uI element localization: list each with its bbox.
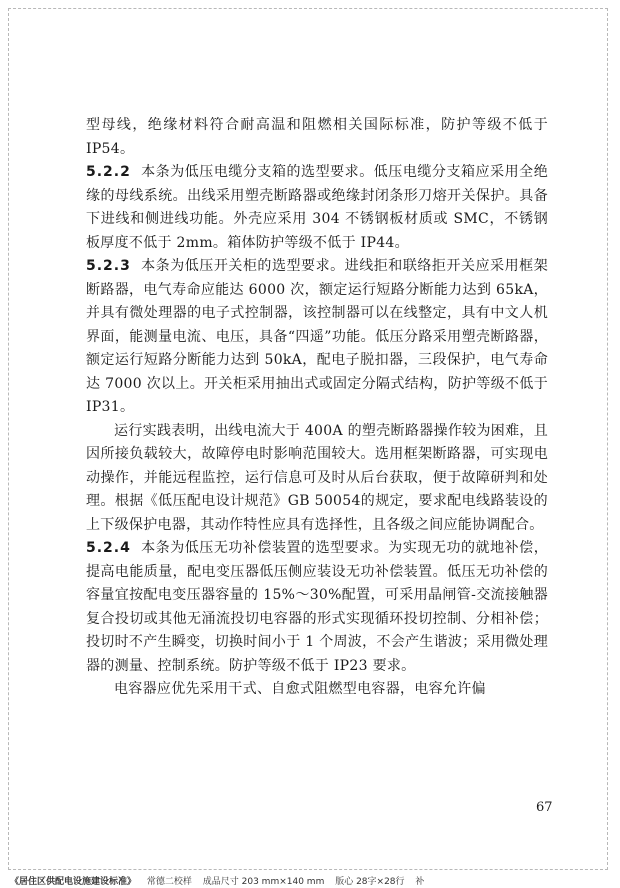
footer-size: 成品尺寸 203 mm×140 mm <box>202 877 325 887</box>
paragraph-text: 运行实践表明，出线电流大于 400A 的塑壳断路器操作较为困难，且因所接负载较大，故障停电时影响范围较大。选用框架断路器，可实现电动操作，并能远程监控，运行信息可及时从后台获取，便于故障研判和处理。根据《低压配电设计规范》GB 50054的规定，要求配电线路装设的上下级保护电器，其动作特性应具有选择性，且各级之间应能协调配合。 <box>86 422 548 533</box>
paragraph-text: 电容器应优先采用干式、自愈式阻燃型电容器，电容允许偏 <box>114 681 486 697</box>
paragraph-capacitor <box>86 678 548 702</box>
section-number: 5.2.4 <box>86 540 131 556</box>
paragraph-text: 本条为低压无功补偿装置的选型要求。为实现无功的就地补偿，提高电能质量，配电变压器低压侧应装设无功补偿装置。低压无功补偿的容量宜按配电变压器容量的 15%～30%配置，可采用晶闸管-交流接触器复合投切或其他无涌流投切电容器的形式实现循环投切控制、分相补偿；投切时不产生瞬变，切换时间小于 1 个周波，不会产生谐波；采用微处理器的测量、控制系统。防护等级不低于 IP23 要求。 <box>86 540 549 674</box>
paragraph-5-2-3 <box>86 255 548 420</box>
paragraph-text: 型母线，绝缘材料符合耐高温和阻燃相关国际标准，防护等级不低于 IP54。 <box>86 117 548 157</box>
footer-core: 版心 28字×28行 <box>335 877 405 887</box>
paragraph-text: 本条为低压电缆分支箱的选型要求。低压电缆分支箱应采用全绝缘的母线系统。出线采用塑壳断路器或绝缘封闭条形刀熔开关保护。具备下进线和侧进线功能。外壳应采用 304 不锈钢板材质或 SMC，不锈钢板厚度不低于 2mm。箱体防护等级不低于 IP44。 <box>86 164 548 251</box>
section-number: 5.2.3 <box>86 258 131 274</box>
paragraph-5-2-2 <box>86 161 548 255</box>
paragraph-operation-practice <box>86 420 548 538</box>
print-footer <box>10 874 432 887</box>
paragraph-5-2-4 <box>86 537 548 678</box>
footer-extra: 补 <box>415 877 425 887</box>
footer-book-title: 《居住区供配电设施建设标准》 <box>10 877 137 887</box>
paragraph-text: 本条为低压开关柜的选型要求。进线拒和联络拒开关应采用框架断路器，电气寿命应能达 6000 次，额定运行短路分断能力达到 65kA，并具有微处理器的电子式控制器，该控制器可以在线整定，具有中文人机界面，能测量电流、电压，具备“四遥”功能。低压分路采用塑壳断路器，额定运行短路分断能力达到 50kA，配电子脱扣器，三段保护，电气寿命达 7000 次以上。开关柜采用抽出式或固定分隔式结构，防护等级不低于 IP31。 <box>86 258 548 415</box>
footer-proof: 常德二校样 <box>146 877 192 887</box>
body-text <box>86 114 548 702</box>
page-number: 67 <box>536 800 553 815</box>
section-number: 5.2.2 <box>86 164 131 180</box>
paragraph-continuation <box>86 114 548 161</box>
